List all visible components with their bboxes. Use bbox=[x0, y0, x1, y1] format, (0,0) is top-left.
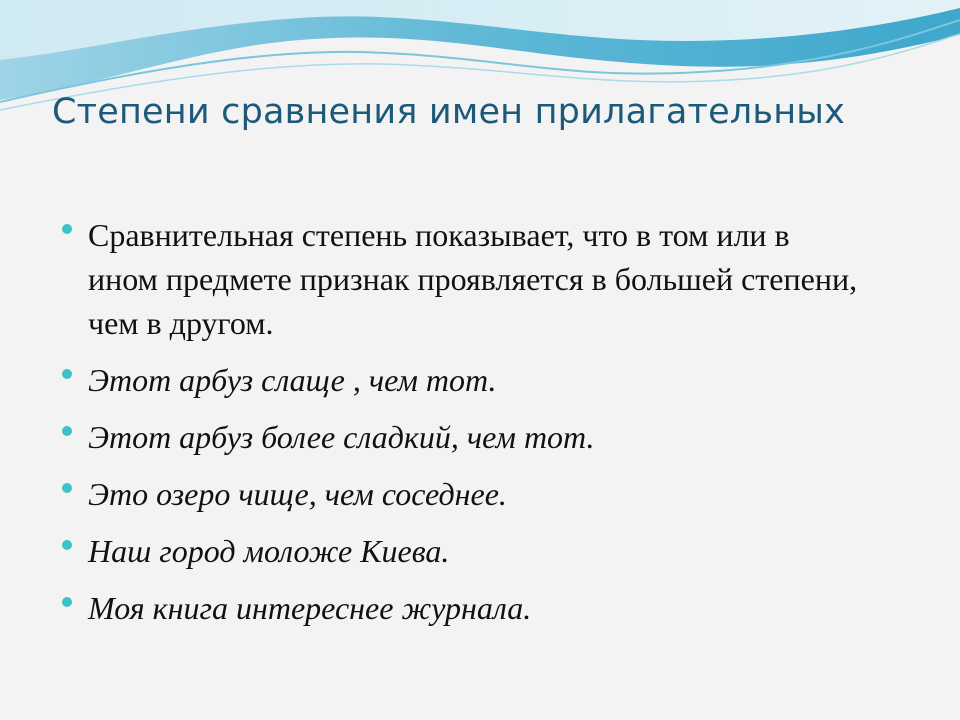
bullet-dot-icon bbox=[62, 369, 72, 379]
bullet-dot-icon bbox=[62, 426, 72, 436]
list-item-text: Этот арбуз слаще , чем тот. bbox=[88, 362, 497, 398]
bullet-list bbox=[62, 213, 862, 643]
list-item bbox=[62, 529, 862, 573]
bullet-dot-icon bbox=[62, 224, 72, 234]
bullet-dot-icon bbox=[62, 597, 72, 607]
list-item-text: Наш город моложе Киева. bbox=[88, 533, 450, 569]
list-item-text: Это озеро чище, чем соседнее. bbox=[88, 476, 507, 512]
slide-title: Степени сравнения имен прилагательных bbox=[52, 92, 846, 132]
bullet-dot-icon bbox=[62, 483, 72, 493]
list-item bbox=[62, 415, 862, 459]
list-item bbox=[62, 358, 862, 402]
list-item bbox=[62, 472, 862, 516]
list-item bbox=[62, 586, 862, 630]
list-item-text: Моя книга интереснее журнала. bbox=[88, 590, 532, 626]
list-item-text: Сравнительная степень показывает, что в том или в ином предмете признак проявляется в большей степени, чем в другом. bbox=[88, 217, 858, 341]
list-item bbox=[62, 213, 862, 345]
bullet-dot-icon bbox=[62, 540, 72, 550]
list-item-text: Этот арбуз более сладкий, чем тот. bbox=[88, 419, 595, 455]
